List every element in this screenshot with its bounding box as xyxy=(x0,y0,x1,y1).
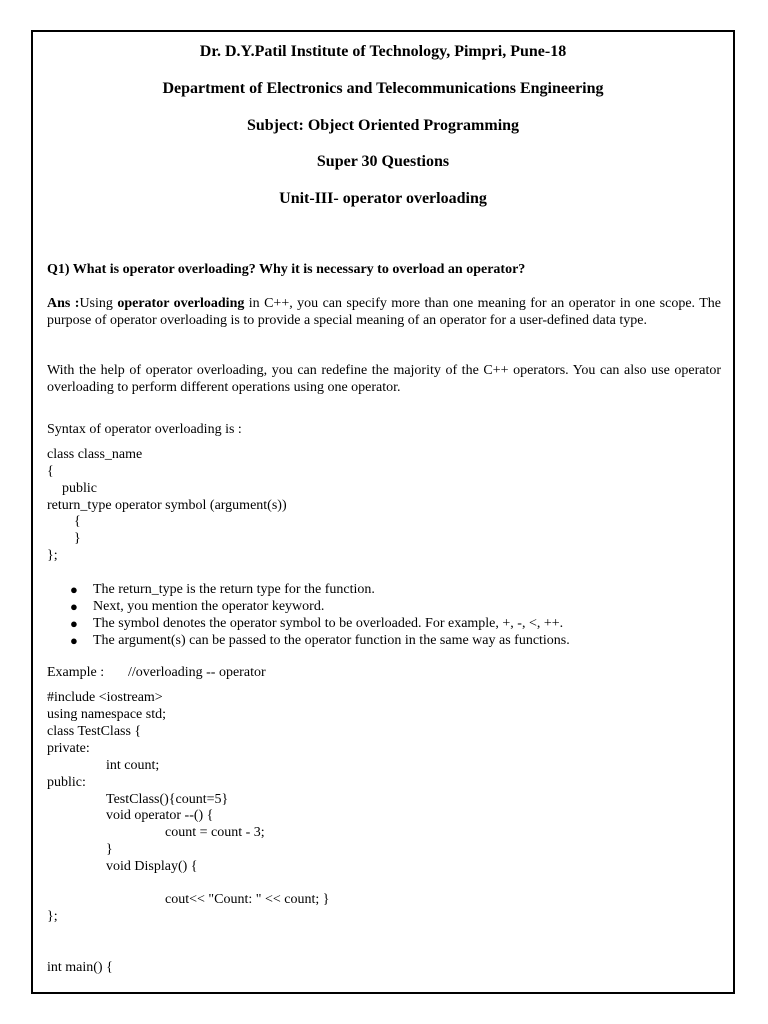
list-item xyxy=(70,615,720,632)
example-comment: //overloading -- operator xyxy=(128,665,266,680)
code-line: cout<< "Count: " << count; } xyxy=(165,892,330,907)
answer-paragraph xyxy=(47,295,721,329)
code-line: class TestClass { xyxy=(47,724,142,739)
syntax-line: class class_name xyxy=(47,447,143,462)
subject-title: Subject: Object Oriented Programming xyxy=(246,117,520,134)
code-line: count = count - 3; xyxy=(165,825,265,840)
answer-intro: Using xyxy=(79,296,118,311)
syntax-line: { xyxy=(74,514,81,529)
question-title: Q1) What is operator overloading? Why it is necessary to overload an operator? xyxy=(47,262,526,277)
bullet-list xyxy=(70,581,720,649)
code-line: TestClass(){count=5} xyxy=(106,792,229,807)
bullet-icon: ● xyxy=(70,582,78,597)
syntax-line: }; xyxy=(47,548,58,563)
syntax-line: { xyxy=(47,464,54,479)
paragraph-redefine: With the help of operator overloading, you can redefine the majority of the C++ operators. You can also use operator overloading to perform different operations using one operator. xyxy=(47,363,721,395)
code-line: }; xyxy=(47,909,58,924)
syntax-line: public xyxy=(62,481,97,496)
list-item-text: The return_type is the return type for the function. xyxy=(93,582,375,597)
code-line: #include <iostream> xyxy=(47,690,163,705)
code-line: } xyxy=(106,842,113,857)
department-title: Department of Electronics and Telecommunications Engineering xyxy=(162,80,604,97)
bullet-icon: ● xyxy=(70,633,78,648)
list-item xyxy=(70,632,720,649)
answer-rest: in C++, you can specify more than one meaning for an operator in one scope. The purpose of operator overloading is to provide a special meaning of an operator for a user-defined data type. xyxy=(47,296,721,328)
list-item-text: The argument(s) can be passed to the operator function in the same way as functions. xyxy=(93,633,570,648)
syntax-line: } xyxy=(74,531,81,546)
code-line: using namespace std; xyxy=(47,707,166,722)
code-line: int main() { xyxy=(47,960,113,975)
unit-title: Unit-III- operator overloading xyxy=(279,190,487,207)
example-label: Example : xyxy=(47,665,105,680)
list-item xyxy=(70,581,720,598)
code-line: void operator --() { xyxy=(106,808,214,823)
code-line: private: xyxy=(47,741,90,756)
code-line: int count; xyxy=(106,758,160,773)
bullet-icon: ● xyxy=(70,599,78,614)
bullet-icon: ● xyxy=(70,616,78,631)
code-line: public: xyxy=(47,775,86,790)
syntax-heading: Syntax of operator overloading is : xyxy=(47,422,242,437)
series-title: Super 30 Questions xyxy=(316,153,450,170)
list-item-text: The symbol denotes the operator symbol to be overloaded. For example, +, -, <, ++. xyxy=(93,616,564,631)
syntax-line: return_type operator symbol (argument(s)) xyxy=(47,498,287,513)
answer-keyword: operator overloading xyxy=(117,296,245,311)
list-item-text: Next, you mention the operator keyword. xyxy=(93,599,325,614)
list-item xyxy=(70,598,720,615)
answer-label: Ans : xyxy=(47,296,80,311)
code-line: void Display() { xyxy=(106,859,198,874)
institute-title: Dr. D.Y.Patil Institute of Technology, Pimpri, Pune-18 xyxy=(199,43,567,60)
